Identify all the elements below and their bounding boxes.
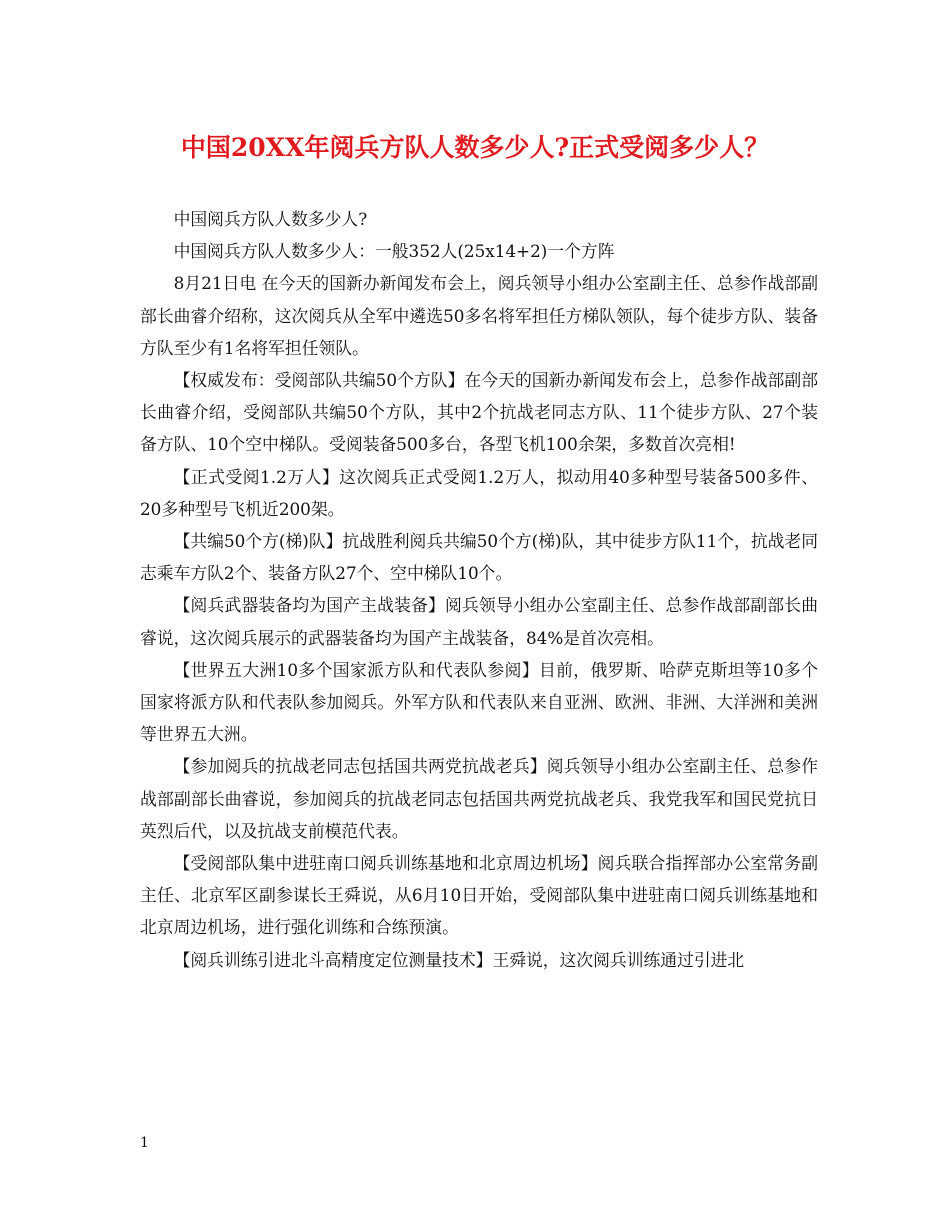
paragraph: 【阅兵武器装备均为国产主战装备】阅兵领导小组办公室副主任、总参作战部副部长曲睿说，这次阅兵展示的武器装备均为国产主战装备，84%是首次亮相。 [140, 595, 818, 648]
paragraph: 【正式受阅1.2万人】这次阅兵正式受阅1.2万人，拟动用40多种型号装备500多件、20多种型号飞机近200架。 [140, 466, 818, 519]
paragraph: 中国阅兵方队人数多少人? [173, 209, 368, 229]
document-title: 中国20XX年阅兵方队人数多少人?正式受阅多少人？ [180, 133, 770, 162]
paragraph: 【权威发布：受阅部队共编50个方队】在今天的国新办新闻发布会上，总参作战部副部长曲睿介绍，受阅部队共编50个方队，其中2个抗战老同志方队、11个徒步方队、27个装备方队、10个空中梯队。受阅装备500多台，各型飞机100余架，多数首次亮相! [140, 370, 818, 455]
document-body [140, 203, 818, 976]
paragraph: 【受阅部队集中进驻南口阅兵训练基地和北京周边机场】阅兵联合指挥部办公室常务副主任、北京军区副参谋长王舜说，从6月10日开始，受阅部队集中进驻南口阅兵训练基地和北京周边机场，进行强化训练和合练预演。 [140, 853, 818, 938]
paragraph: 【共编50个方(梯)队】抗战胜利阅兵共编50个方(梯)队，其中徒步方队11个，抗战老同志乘车方队2个、装备方队27个、空中梯队10个。 [140, 531, 818, 584]
paragraph: 【参加阅兵的抗战老同志包括国共两党抗战老兵】阅兵领导小组办公室副主任、总参作战部副部长曲睿说，参加阅兵的抗战老同志包括国共两党抗战老兵、我党我军和国民党抗日英烈后代，以及抗战支前模范代表。 [140, 756, 818, 841]
paragraph: 中国阅兵方队人数多少人：一般352人(25x14+2)一个方阵 [173, 241, 615, 262]
paragraph: 【阅兵训练引进北斗高精度定位测量技术】王舜说，这次阅兵训练通过引进北 [173, 949, 745, 970]
paragraph: 【世界五大洲10多个国家派方队和代表队参阅】目前，俄罗斯、哈萨克斯坦等10多个国家将派方队和代表队参加阅兵。外军方队和代表队来自亚洲、欧洲、非洲、大洋洲和美洲等世界五大洲。 [140, 659, 818, 745]
paragraph: 8月21日电 在今天的国新办新闻发布会上，阅兵领导小组办公室副主任、总参作战部副部长曲睿介绍称，这次阅兵从全军中遴选50多名将军担任方梯队领队，每个徒步方队、装备方队至少有1名将军担任领队。 [140, 273, 818, 358]
page-number: 1 [140, 1135, 149, 1151]
